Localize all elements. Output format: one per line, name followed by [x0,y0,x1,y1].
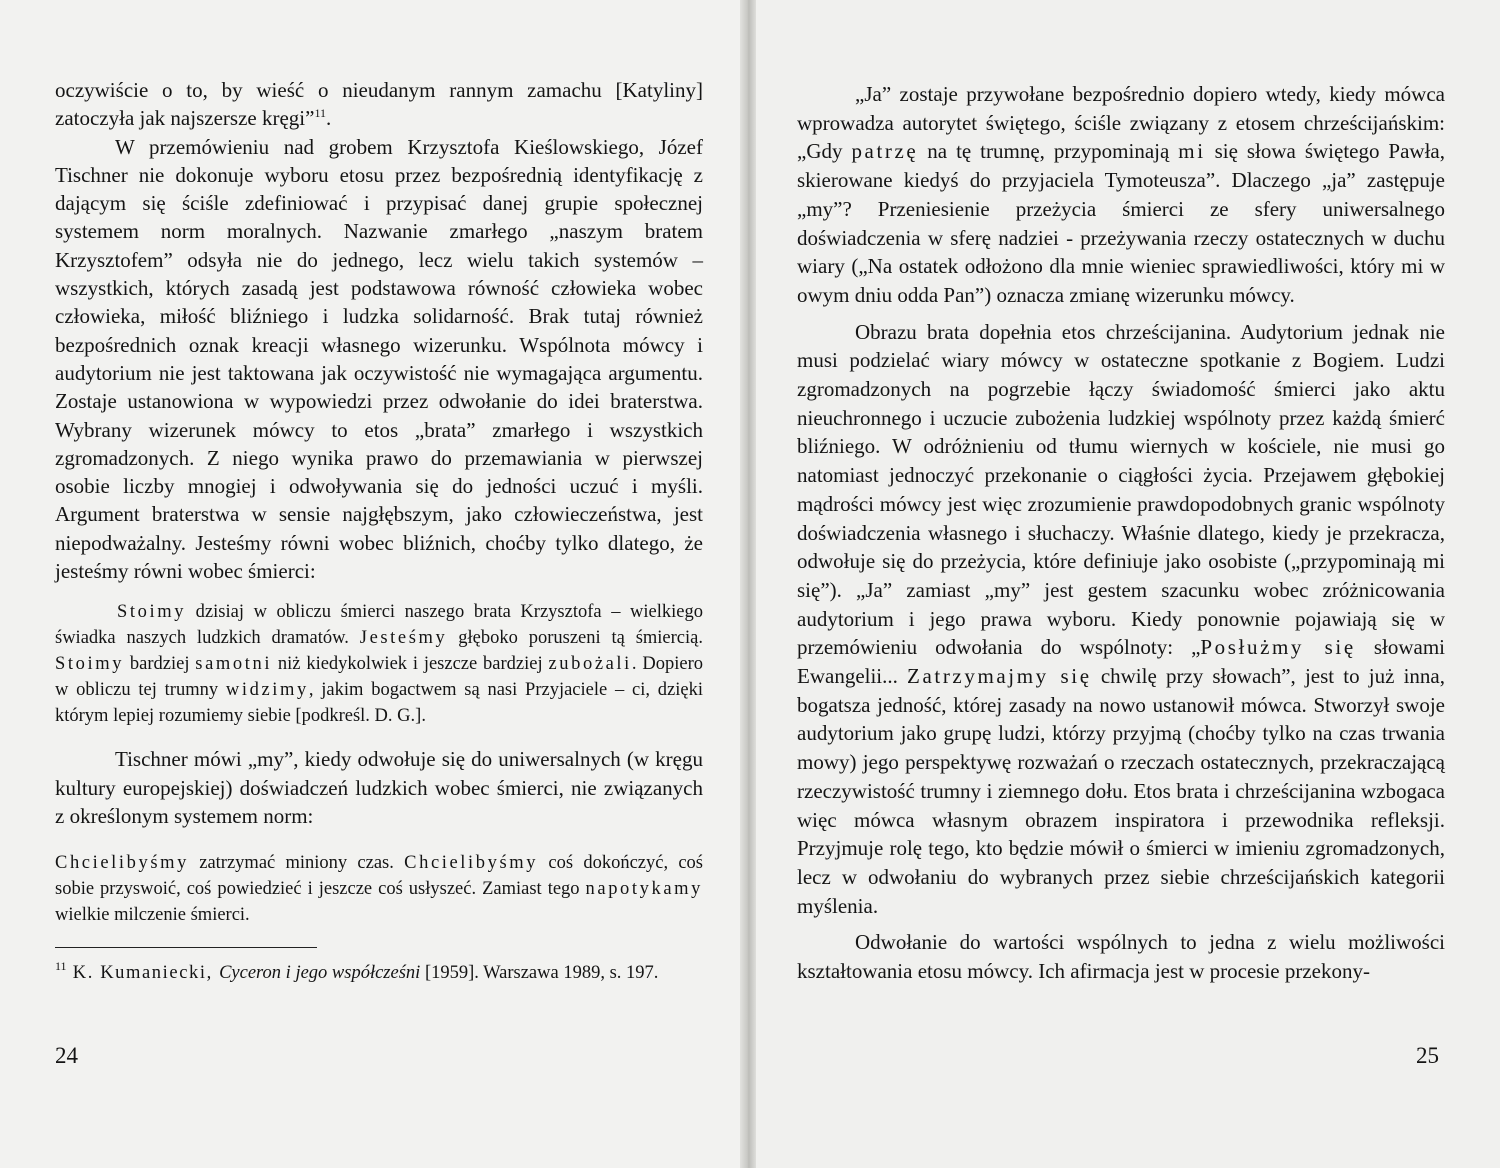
block-quote-2: Chcielibyśmy zatrzymać miniony czas. Chcielibyśmy coś dokończyć, coś sobie przyswoić, coś powiedzieć i jeszcze coś usłyszeć. Zamiast tego napotykamy wielkie milczenie śmierci. [55,853,703,926]
page-number-right: 25 [1416,1043,1439,1068]
paragraph-tischner-my: Tischner mówi „my”, kiedy odwołuje się do uniwersalnych (w kręgu kultury europejskiej) doświadczeń ludzkich wobec śmierci, nie związanych z określonym systemem norm: [55,747,703,828]
paragraph-obraz-brata: Obrazu brata dopełnia etos chrześcijanina. Audytorium jednak nie musi podzielać wiary mówcy w ostateczne spotkanie z Bogiem. Ludzi zgromadzonych na pogrzebie łączy świadomość śmierci jako aktu nieuchronnego i uczucie zubożenia ludzkiej wspólnoty przez każdą śmierć bliźniego. W odróżnieniu od tłumu wiernych w kościele, nie musi go natomiast jednoczyć przekonanie o ciągłości życia. Przejawem głębokiej mądrości mówcy jest więc zrozumienie prawdopodobnych granic wspólnoty doświadczenia własnego i słuchaczy. Właśnie dlatego, kiedy je przekracza, odwołuje się do przeżycia, które definiuje jako osobiste („przypominają mi się”). „Ja” zamiast „my” jest gestem szacunku wobec zróżnicowania audytorium i jego prawa wyboru. Kiedy ponownie pojawiają się w przemówieniu odwołania do wspólnoty: „Posłużmy się słowami Ewangelii... Zatrzymajmy się chwilę przy słowach”, jest to już inna, bogatsza jedność, której zasady na nowo ustanowił mówca. Stworzył swoje audytorium jako grupę ludzi, którzy przyjmą (choćby tylko na czas trwania mowy) jego perspektywę rozważań o rzeczach ostatecznych, przekraczającą rzeczywistość trumny i ziemnego dołu. Etos brata i chrześcijanina wzbogaca więc mówca własnym obrazem inspiratora i przewodnika refleksji. Przyjmuje rolę tego, kto będzie mówił o śmierci w imieniu zgromadzonych, lecz w odwołaniu do wybranych przez siebie chrześcijańskich kategorii myślenia. [797,319,1445,918]
footnote: $^{11}$ K. Kumaniecki, Cyceron i jego współcześni [1959]. Warszawa 1989, s. 197. [55,959,659,983]
page-number-left: 24 [55,1043,78,1068]
right-text-block [797,80,1445,986]
paragraph-ja: „Ja” zostaje przywołane bezpośrednio dopiero wtedy, kiedy mówca wprowadza autorytet świętego, ściśle związany z etosem chrześcijańskim: „Gdy patrzę na tę trumnę, przypominają mi się słowa świętego Pawła, skierowane kiedyś do przyjaciela Tymoteusza”. Dlaczego „ja” zastępuje „my”? Przeniesienie przeżycia śmierci ze sfery uniwersalnego doświadczenia w sferę nadziei - przeżywania rzeczy ostatecznych w duchu wiary („Na ostatek odłożono dla mnie wieniec sprawiedliwości, który mi w owym dniu odda Pan”) oznacza zmianę wizerunku mówcy. [797,82,1446,307]
footnote-reference: 11 [314,106,326,121]
right-page [748,0,1500,1168]
footnote-rule [55,947,317,948]
paragraph-continuation: oczywiście o to, by wieść o nieudanym rannym zamachu [Katyliny] zatoczyła jak najszersze kręgi”$^{11}$. [55,78,703,131]
paragraph-tischner-intro: W przemówieniu nad grobem Krzysztofa Kieślowskiego, Józef Tischner nie dokonuje wyboru etosu przez bezpośrednią identyfikację z dającym się ściśle zdefiniować i przypisać danej grupie społecznej systemem norm moralnych. Nazwanie zmarłego „naszym bratem Krzysztofem” odsyła nie do jednego, lecz wielu takich systemów – wszystkich, których zasadą jest podstawowa równość człowieka wobec człowieka, miłość bliźniego i ludzka solidarność. Brak tutaj również bezpośrednich oznak kreacji własnego wizerunku. Wspólnota mówcy i audytorium nie jest taktowana jak oczywistość nie wymagająca argumentu. Zostaje ustanowiona w wypowiedzi przez odwołanie do idei braterstwa. Wybrany wizerunek mówcy to etos „brata” zmarłego i wszystkich zgromadzonych. Z niego wynika prawo do przemawiania w pierwszej osobie liczby mnogiej i odwoływania się do jedności uczuć i myśli. Argument braterstwa w sensie najgłębszym, jako człowieczeństwa, jest niepodważalny. Jesteśmy równi wobec bliźnich, choćby tylko dlatego, że jesteśmy równi wobec śmierci: [55,134,703,584]
block-quote-1: Stoimy dzisiaj w obliczu śmierci naszego brata Krzysztofa – wielkiego świadka naszych ludzkich dramatów. Jesteśmy głęboko poruszeni tą śmiercią. Stoimy bardziej samotni niż kiedykolwiek i jeszcze bardziej zubożali. Dopiero w obliczu tej trumny widzimy, jakim bogactwem są nasi Przyjaciele – ci, dzięki którym lepiej rozumiemy siebie [podkreśl. D. G.]. [55,602,704,727]
left-text-block [55,76,703,944]
book-gutter [740,0,756,1168]
left-page [0,0,748,1168]
paragraph-odwolanie: Odwołanie do wartości wspólnych to jedna z wielu możliwości kształtowania etosu mówcy. Ich afirmacja jest w procesie przekony- [797,930,1445,984]
